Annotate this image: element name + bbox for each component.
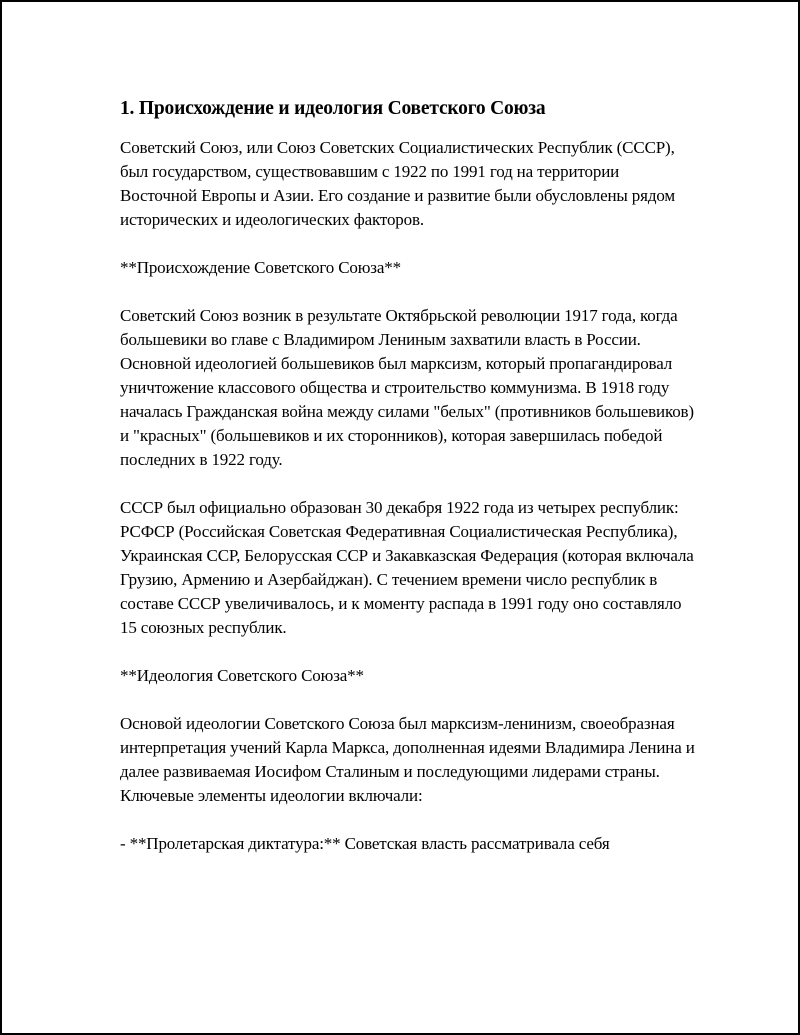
ideology-paragraph: Основой идеологии Советского Союза был марксизм-ленинизм, своеобразная интерпретация учений Карла Маркса, дополненная идеями Владимира Ленина и далее развиваемая Иосифом Сталиным и последующими лидерами страны. Ключевые элементы идеологии включали: [120,714,695,805]
intro-paragraph: Советский Союз, или Союз Советских Социалистических Республик (СССР), был государством, существовавшим с 1922 по 1991 год на территории Восточной Европы и Азии. Его создание и развитие были обусловлены рядом исторических и идеологических факторов. [120,138,675,229]
subheading-origin: **Происхождение Советского Союза** [120,258,401,277]
list-item-dictatorship: - **Пролетарская диктатура:** Советская власть рассматривала себя [120,834,610,853]
origin-paragraph: Советский Союз возник в результате Октябрьской революции 1917 года, когда большевики во главе с Владимиром Лениным захватили власть в России. Основной идеологией большевиков был марксизм, который пропагандировал уничтожение классового общества и строительство коммунизма. В 1918 году началась Гражданская война между силами "белых" (противников большевиков) и "красных" (большевиков и их сторонников), которая завершилась победой последних в 1922 году. [120,306,694,469]
subheading-ideology: **Идеология Советского Союза** [120,666,364,685]
formation-paragraph: СССР был официально образован 30 декабря 1922 года из четырех республик: РСФСР (Российская Советская Федеративная Социалистическая Республика), Украинская ССР, Белорусская ССР и Закавказская Федерация (которая включала Грузию, Армению и Азербайджан). С течением времени число республик в составе СССР увеличивалось, и к моменту распада в 1991 году оно составляло 15 союзных республик. [120,498,694,637]
section-heading: 1. Происхождение и идеология Советского Союза [120,98,546,119]
document-body [120,96,700,880]
